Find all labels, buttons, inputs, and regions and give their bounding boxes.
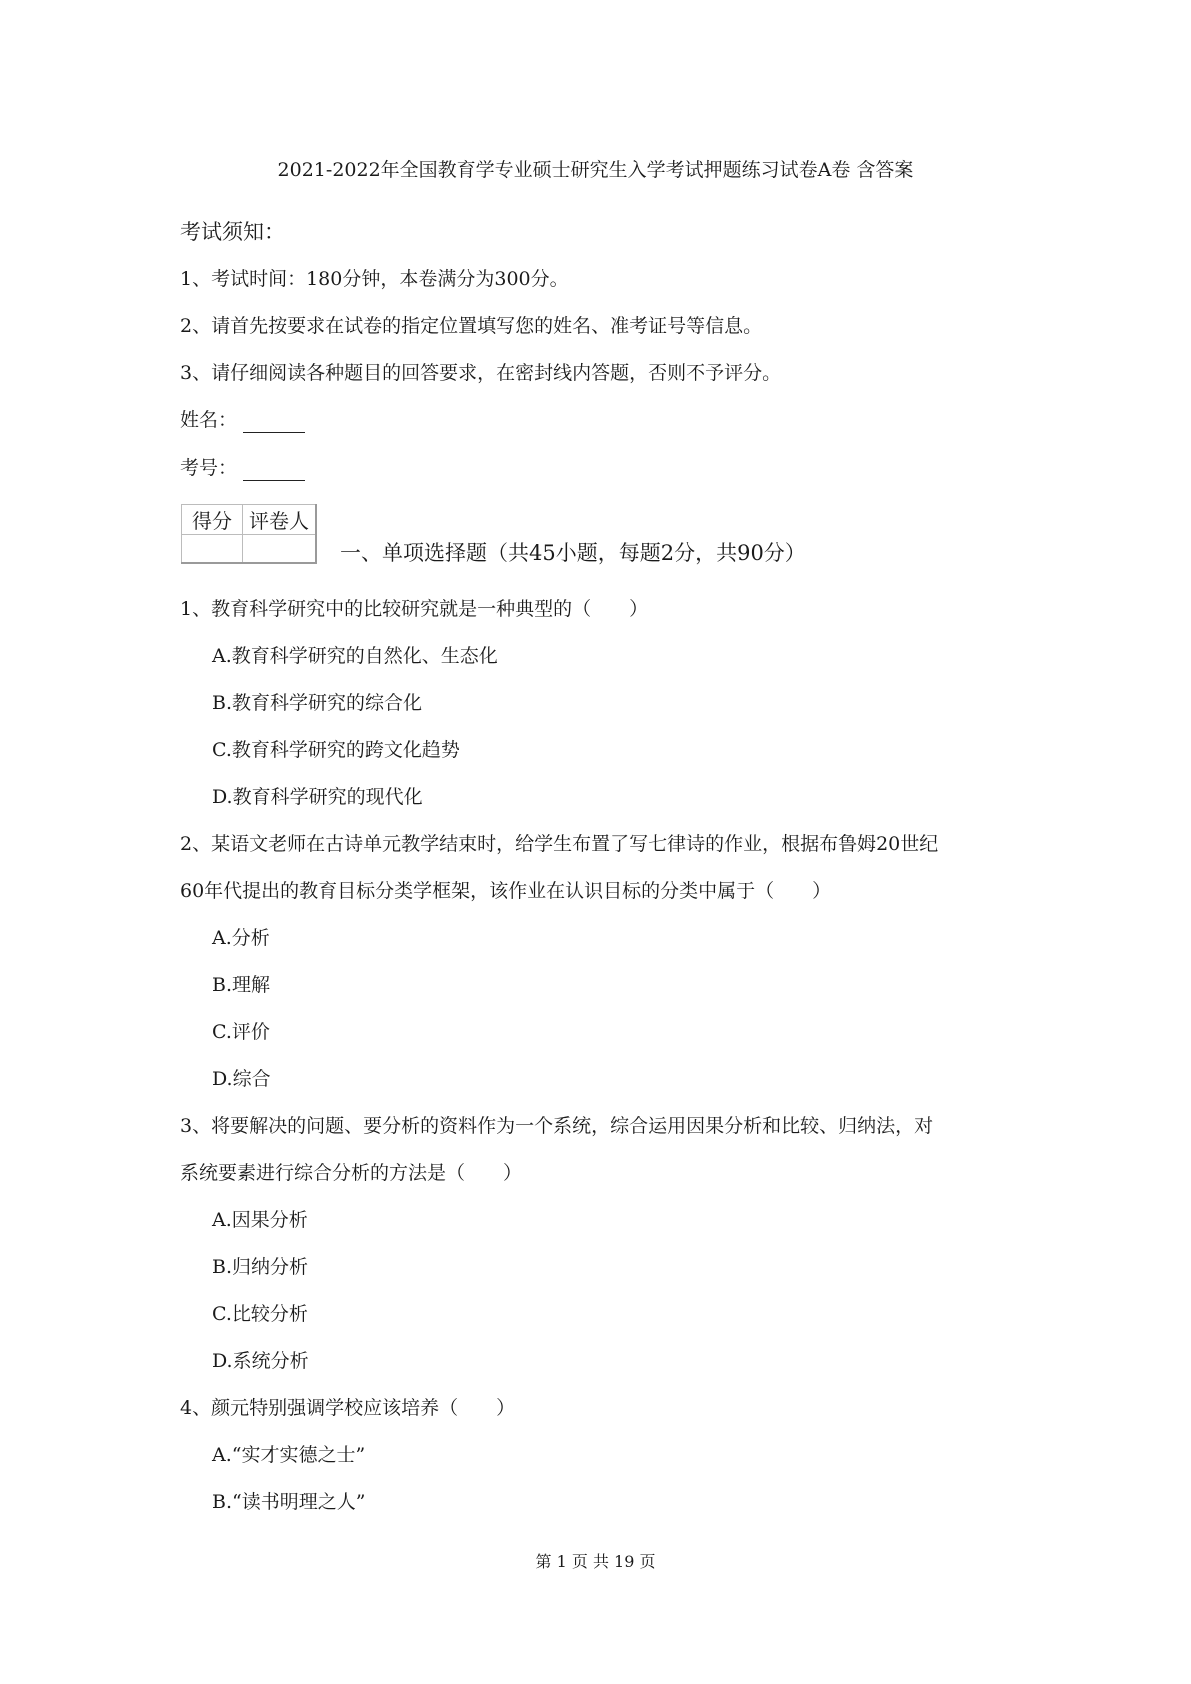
option-c: C.比较分析 xyxy=(212,1303,308,1325)
option-b: B.“读书明理之人” xyxy=(212,1491,366,1513)
option-d: D.系统分析 xyxy=(212,1350,309,1372)
option-b: B.理解 xyxy=(212,974,271,996)
notice-item: 1、考试时间：180分钟，本卷满分为300分。 xyxy=(180,268,569,290)
question-stem-line: 60年代提出的教育目标分类学框架，该作业在认识目标的分类中属于（ ） xyxy=(180,880,832,902)
option-b: B.归纳分析 xyxy=(212,1256,309,1278)
number-blank[interactable] xyxy=(243,460,305,481)
score-cell[interactable] xyxy=(182,535,243,564)
number-field[interactable] xyxy=(180,455,305,481)
page-title: 2021-2022年全国教育学专业硕士研究生入学考试押题练习试卷A卷 含答案 xyxy=(277,159,914,181)
question-stem-line: 3、将要解决的问题、要分析的资料作为一个系统，综合运用因果分析和比较、归纳法，对 xyxy=(180,1115,934,1137)
option-c: C.评价 xyxy=(212,1021,270,1043)
option-b: B.教育科学研究的综合化 xyxy=(212,692,423,714)
option-a: A.“实才实德之士” xyxy=(212,1444,366,1466)
question-stem: 4、颜元特别强调学校应该培养（ ） xyxy=(180,1397,516,1419)
option-d: D.综合 xyxy=(212,1068,271,1090)
number-label: 考号： xyxy=(180,457,238,479)
notice-heading: 考试须知： xyxy=(180,220,285,244)
page-footer: 第 1 页 共 19 页 xyxy=(535,1552,656,1571)
question-stem-line: 系统要素进行综合分析的方法是（ ） xyxy=(180,1162,523,1184)
notice-item: 3、请仔细阅读各种题目的回答要求，在密封线内答题，否则不予评分。 xyxy=(180,362,782,384)
section-title: 一、单项选择题（共45小题，每题2分，共90分） xyxy=(340,541,806,565)
option-a: A.因果分析 xyxy=(212,1209,308,1231)
option-c: C.教育科学研究的跨文化趋势 xyxy=(212,739,460,761)
score-header: 得分 xyxy=(182,505,243,535)
option-a: A.分析 xyxy=(212,927,270,949)
option-d: D.教育科学研究的现代化 xyxy=(212,786,423,808)
score-box xyxy=(181,504,317,564)
option-a: A.教育科学研究的自然化、生态化 xyxy=(212,645,498,667)
notice-item: 2、请首先按要求在试卷的指定位置填写您的姓名、准考证号等信息。 xyxy=(180,315,763,337)
grader-cell[interactable] xyxy=(243,535,317,564)
question-stem-line: 2、某语文老师在古诗单元教学结束时，给学生布置了写七律诗的作业，根据布鲁姆20世纪 xyxy=(180,833,939,855)
question-stem: 1、教育科学研究中的比较研究就是一种典型的（ ） xyxy=(180,598,649,620)
name-blank[interactable] xyxy=(243,412,305,433)
grader-header: 评卷人 xyxy=(243,505,317,535)
name-field[interactable] xyxy=(180,407,305,433)
name-label: 姓名： xyxy=(180,409,238,431)
